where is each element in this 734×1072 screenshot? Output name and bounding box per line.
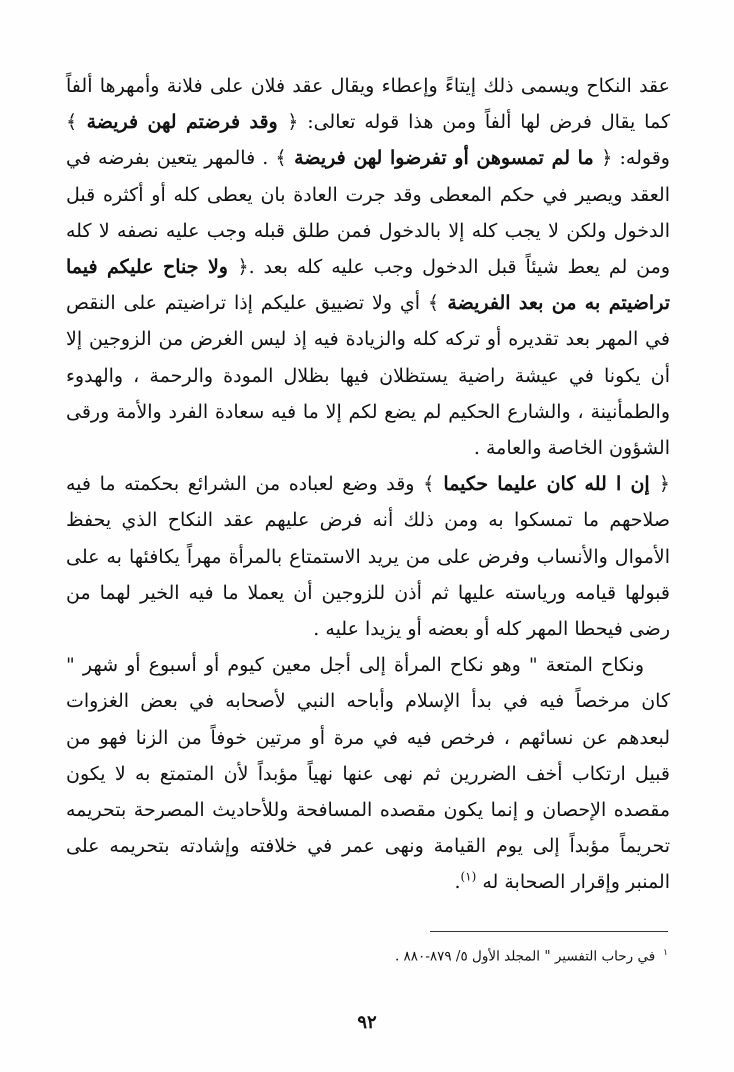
quran-verse-1 [66, 111, 298, 133]
quran-verse-3-text: ولا جناح عليكم فيما تراضيتم به من بعد الفريضة [66, 256, 670, 315]
p1-text-a: عقد النكاح ويسمى ذلك إيتاءً وإعطاء ويقال عقد فلان على فلانة وأمهرها ألفاً كما يقال فرض لها ألفاً ومن هذا قوله تعالى: [66, 75, 670, 134]
body-text [66, 68, 670, 901]
p3-text: ونكاح المتعة " وهو نكاح المرأة إلى أجل معين كيوم أو أسبوع أو شهر " كان مرخصاً فيه في بدأ الإسلام وأباحه النبي لأصحابه في بعض الغزوات لبعدهم عن نسائهم ، فرخص فيه في مرة أو مرتين خوفاً من الزنا فهو من قبيل ارتكاب أخف الضررين ثم نهى عنها نهياً مؤبداً لأن المتمتع به لا يكون مقصده الإحصان و إنما يكون مقصده المسافحة وللأحاديث المصرحة بتحريمه تحريماً مؤبداً إلى يوم القيامة ونهى عمر في خلافته وإشادته بتحريمه على المنبر وإقرار الصحابة له [66, 654, 670, 894]
p3-end: . [454, 871, 461, 894]
quran-verse-4 [423, 473, 670, 495]
footnote-reference[interactable]: (١) [460, 870, 477, 885]
ornate-bracket-close: ﴾ [427, 292, 439, 315]
ornate-bracket-open: ﴿ [658, 473, 670, 496]
quran-verse-1-text: وقد فرضتم لهن فريضة [77, 111, 288, 134]
quran-verse-2 [275, 147, 612, 169]
ornate-bracket-open: ﴿ [601, 147, 613, 170]
ornate-bracket-close: ﴾ [66, 111, 78, 134]
p1-text-c: . فالمهر يتعين بفرضه في العقد ويصير في حكم المعطى وقد جرت العادة بان يعطى كله أو أكثره قبل الدخول ولكن لا يجب كله إلا بالدخول فمن طلق قبله وجب عليه نصفه لا كله ومن لم يعط شيئاً قبل الدخول وجب عليه كله بعد . [66, 147, 670, 279]
p2-text: وقد وضع لعباده من الشرائع بحكمته ما فيه صلاحهم ما تمسكوا به ومن ذلك أنه فرض عليهم عقد النكاح الذي يحفظ الأموال والأنساب وفرض على من يريد الاستمتاع بالمرأة مهراً يكافئها به على قبولها قيامه ورياسته عليها ثم أذن للزوجين أن يعملا ما فيه الخير لهما من رضى فيحطا المهر كله أو بعضه أو يزيدا عليه . [66, 473, 670, 641]
ornate-bracket-open: ﴿ [287, 111, 299, 134]
footnote-divider [430, 931, 668, 932]
footnote-number: ١ [663, 948, 668, 958]
footnote-text: في رحاب التفسير " المجلد الأول ٥/ ٨٧٩-٨٨٠ . [394, 948, 656, 965]
ornate-bracket-close: ﴾ [423, 473, 435, 496]
quran-verse-2-text: ما لم تمسوهن أو تفرضوا لهن فريضة [286, 147, 602, 170]
p1-text-b: وقوله: [612, 147, 670, 170]
p1-text-d: أي ولا تضييق عليكم إذا تراضيتم على النقص في المهر بعد تقديره أو تركه كله والزيادة فيه إذ ليس الغرض من الزوجين إلا أن يكونا في عيشة راضية يستظلان فيها بظلال المودة والرحمة ، والهدوء والطمأنينة ، والشارع الحكيم لم يضع لكم إلا ما فيه سعادة الفرد والأمة ورقى الشؤون الخاصة والعامة . [66, 292, 670, 460]
paragraph-3 [66, 647, 670, 900]
ornate-bracket-open: ﴿ [237, 256, 249, 279]
quran-verse-4-text: إن ا لله كان عليما حكيما [434, 473, 659, 496]
paragraph-2 [66, 466, 670, 647]
page-number: ٩٢ [357, 1012, 377, 1033]
footnote [300, 940, 668, 970]
ornate-bracket-close: ﴾ [275, 147, 287, 170]
paragraph-1 [66, 68, 670, 466]
